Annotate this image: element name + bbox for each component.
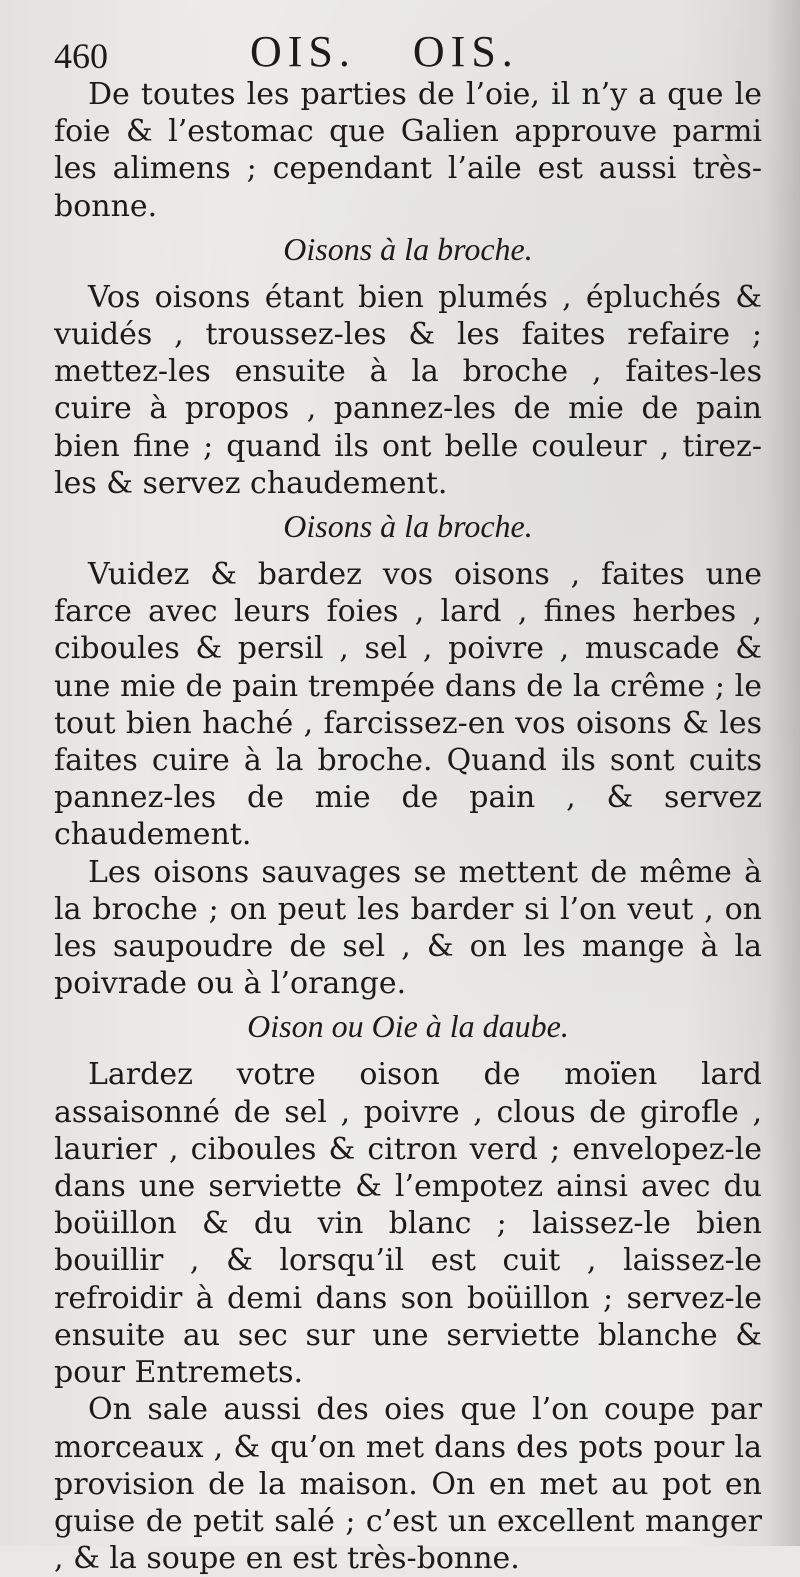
running-head: OIS. OIS. <box>250 27 519 76</box>
recipe-paragraph: Lardez votre oison de moïen lard assaisonné de sel , poivre , clous de girofle , laurier , ciboules & citron verd ; envelopez-le dans une serviette & l’empotez ainsi avec du boüillon & du vin blanc ; laissez-le bien bouillir , & lorsqu’il est cuit , laissez-le refroidir à demi dans son boüillon ; servez-le ensuite au sec sur une serviette blanche & pour Entremets. <box>54 1057 762 1391</box>
recipe-paragraph: Vuidez & bardez vos oisons , faites une farce avec leurs foies , lard , fines herbes , ciboules & persil , sel , poivre , muscade & une mie de pain trempée dans de la crême ; le tout bien haché , farcissez-en vos oisons & les faites cuire à la broche. Quand ils sont cuits pannez-les de mie de pain , & servez chaudement. <box>54 557 762 853</box>
page-number: 460 <box>54 36 108 76</box>
recipe-paragraph: Vos oisons étant bien plumés , épluchés & vuidés , troussez-les & les faites refaire ; mettez-les ensuite à la broche , faites-les cuire à propos , pannez-les de mie de pain bien fine ; quand ils ont belle couleur , tirez-les & servez chaudement. <box>54 279 762 501</box>
recipe-section-oisons-broche-1 <box>54 229 762 502</box>
recipe-heading: Oisons à la broche. <box>283 230 533 267</box>
page-content <box>54 28 762 1577</box>
recipe-paragraph: On sale aussi des oies que l’on coupe par morceaux , & qu’on met dans des pots pour la provision de la maison. On en met au pot en guise de petit salé ; c’est un excellent manger , & la soupe en est très-bonne. <box>54 1392 762 1577</box>
intro-paragraph: De toutes les parties de l’oie, il n’y a que le foie & l’estomac que Galien approuve parmi les alimens ; cependant l’aile est aussi très-bonne. <box>54 77 762 224</box>
recipe-heading: Oisons à la broche. <box>283 508 533 545</box>
recipe-section-oisons-broche-2 <box>54 506 762 1002</box>
page-header <box>54 28 762 74</box>
recipe-paragraph: Les oisons sauvages se mettent de même à la broche ; on peut les barder si l’on veut , on les saupoudre de sel , & on les mange à la poivrade ou à l’orange. <box>54 854 762 1002</box>
recipe-heading: Oison ou Oie à la daube. <box>247 1008 569 1045</box>
recipe-section-oison-daube <box>54 1006 762 1577</box>
page-gutter-shadow <box>766 0 800 1546</box>
